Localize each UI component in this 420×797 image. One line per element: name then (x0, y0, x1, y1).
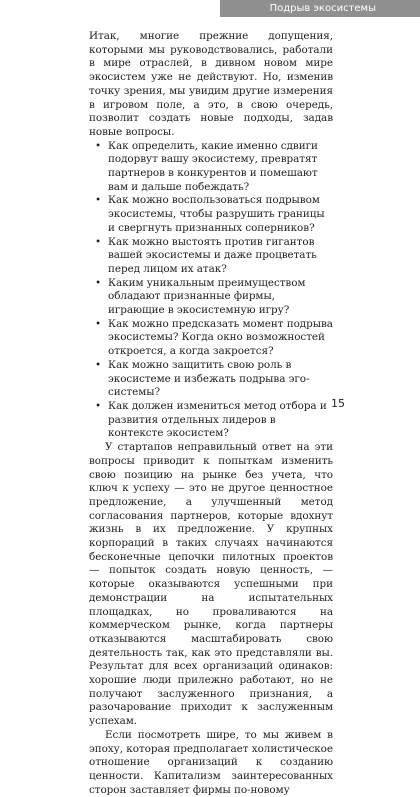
question-text-5: Как можно предсказать момент подрыва экосистемы? Когда окно возможностей откроется, а когда закроется? (108, 317, 333, 358)
question-text-1: Как определить, какие именно сдвиги подорвут вашу экосистему, превратят партнеров в конкурентов и помешают вам и дальше побеждать? (108, 139, 318, 193)
startup-paragraph: У стартапов неправильный ответ на эти вопросы приводит к попыткам изменить свою позицию на рынке без учета, что ключ к успеху — это не другое ценностное предложение, а улучшенный метод согласования партнеров, которые вдохнут жизнь в их предложение. У крупных корпораций в таких случаях начинаются бесконечные цепочки пилотных проектов — попыток создать новую ценность, — которые оказываются успешными при демонстрации на испытательных площадках, но проваливаются на коммерческом рынке, когда партнеры отказываются масштабировать свою деятельность так, как это представляли вы. Результат для всех организаций одинаков: хорошие люди прилежно работают, но не получают заслуженного признания, а разочарование приходит к заслуженным успехам. (89, 441, 333, 728)
question-text-6: Как можно защитить свою роль в экосистеме и избежать подрыва эго-системы? (108, 358, 310, 399)
question-text-2: Как можно воспользоваться подрывом экосистемы, чтобы разрушить границы и свергнуть признанных соперников? (108, 194, 325, 234)
running-header-title: Подрыв экосистемы (269, 3, 376, 14)
question-text-3: Как можно выстоять против гигантов вашей экосистемы и даже процветать перед лицом их атак? (108, 235, 317, 275)
question-item-7 (89, 400, 333, 441)
bullet-icon: • (95, 140, 101, 152)
closing-paragraph: Если посмотреть шире, то мы живем в эпоху, которая предполагает холистическое отношение организаций к созданию ценности. Капитализм заинтересованных сторон заставляет фирмы по-новому (89, 728, 333, 796)
bullet-icon: • (95, 318, 101, 330)
running-header (220, 0, 420, 17)
bullet-icon: • (95, 277, 101, 289)
bullet-icon: • (95, 359, 101, 371)
question-item-2 (89, 194, 333, 235)
question-item-4 (89, 277, 333, 318)
question-item-5 (89, 318, 333, 359)
bullet-icon: • (95, 236, 101, 248)
question-text-7: Как должен измениться метод отбора и развития отдельных лидеров в контексте экосистем? (108, 399, 327, 440)
question-item-3 (89, 236, 333, 277)
page-number: 15 (331, 397, 345, 410)
bullet-icon: • (95, 400, 101, 412)
bullet-icon: • (95, 195, 101, 207)
question-list (89, 140, 333, 441)
page-content (89, 30, 333, 797)
question-item-6 (89, 359, 333, 400)
intro-paragraph: Итак, многие прежние допущения, которыми мы руководствовались, работали в мире отраслей, в дивном новом мире экосистем уже не действуют. Но, изменив точку зрения, мы увидим другие измерения в игровом поле, а это, в свою очередь, позволит создать новые подходы, задав новые вопросы. (89, 30, 333, 138)
question-text-4: Каким уникальным преимуществом обладают признанные фирмы, играющие в экосистемную игру? (108, 276, 306, 317)
question-item-1 (89, 140, 333, 195)
